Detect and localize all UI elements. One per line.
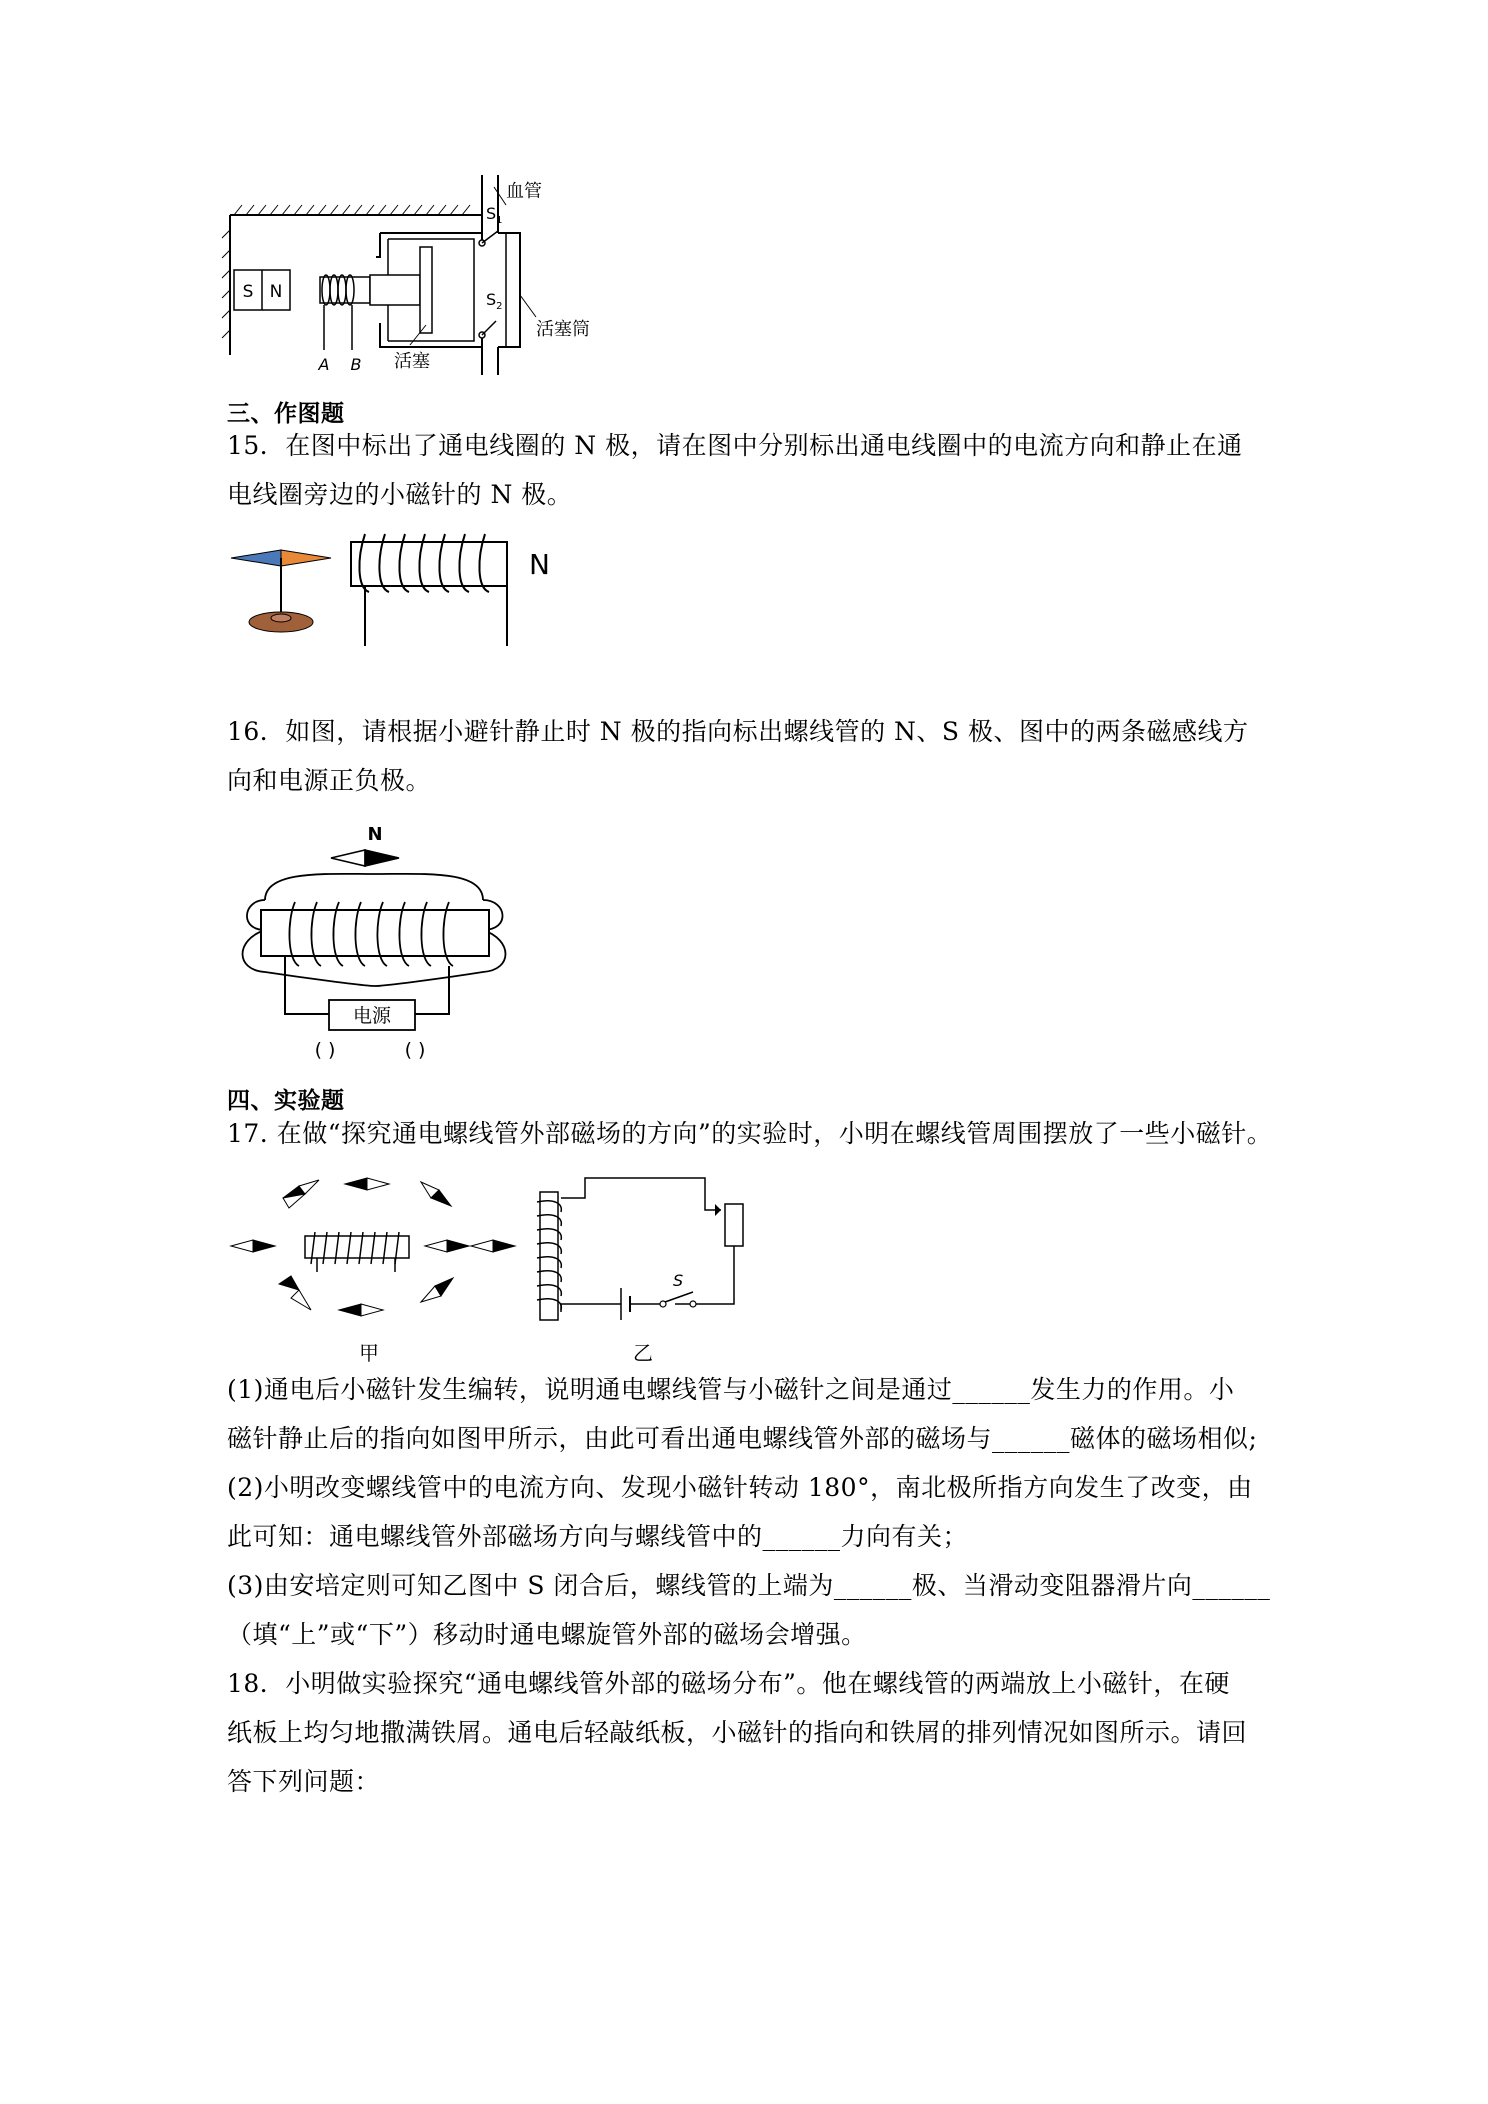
- right-terminal-blank: ( ): [404, 1039, 426, 1061]
- needle-blue-half: [231, 550, 281, 566]
- q17-p1-line2: 磁针静止后的指向如图甲所示，由此可看出通电螺线管外部的磁场与______磁体的磁场相似;: [227, 1424, 1258, 1453]
- q16-text-line2: 向和电源正负极。: [227, 766, 432, 795]
- power-source-label: 电源: [352, 1005, 392, 1027]
- needle-n-label: N: [367, 824, 383, 845]
- q16-solenoid-figure: [225, 820, 525, 1070]
- fig-jia-label: 甲: [359, 1341, 379, 1364]
- q16-text-line1: 16．如图，请根据小避针静止时 N 极的指向标出螺线管的 N、S 极、图中的两条磁感线方: [227, 717, 1249, 746]
- q17-p2-line1: (2)小明改变螺线管中的电流方向、发现小磁针转动 180°，南北极所指方向发生了改变，由: [227, 1473, 1253, 1502]
- q15-coil-figure: [225, 528, 565, 648]
- magnet-n-label: N: [269, 282, 283, 302]
- q17-p2-line2: 此可知：通电螺线管外部磁场方向与螺线管中的______力向有关；: [227, 1522, 969, 1551]
- terminal-b-label: B: [350, 355, 362, 374]
- vessel-label: 血管: [506, 181, 542, 202]
- section-heading-4: 四、实验题: [227, 1088, 345, 1114]
- q18-text-line3: 答下列问题：: [227, 1767, 381, 1796]
- q18-text-line2: 纸板上均匀地撒满铁屑。通电后轻敲纸板，小磁针的指向和铁屑的排列情况如图所示。请回: [227, 1718, 1248, 1747]
- section-heading-3: 三、作图题: [227, 401, 345, 427]
- piston-pump-figure: [220, 175, 620, 375]
- switch-s-label: S: [673, 1271, 684, 1290]
- valve-s2-label: $S_2$: [486, 290, 503, 312]
- q17-text-line1: 17. 在做“探究通电螺线管外部磁场的方向”的实验时，小明在螺线管周围摆放了一些小磁针。: [227, 1119, 1273, 1148]
- q15-text-line2: 电线圈旁边的小磁针的 N 极。: [227, 480, 573, 509]
- piston-label: 活塞: [394, 351, 430, 372]
- fig-yi-label: 乙: [633, 1341, 653, 1364]
- q18-text-line1: 18．小明做实验探究“通电螺线管外部的磁场分布”。他在螺线管的两端放上小磁针，在硬: [227, 1669, 1230, 1698]
- terminal-a-label: A: [318, 355, 330, 374]
- q15-text-line1: 15．在图中标出了通电线圈的 N 极，请在图中分别标出通电线圈中的电流方向和静止在通: [227, 431, 1243, 460]
- magnet-s-label: S: [242, 282, 254, 302]
- coil-n-label: N: [529, 548, 550, 581]
- q17-figures: [225, 1164, 765, 1364]
- needle-orange-half: [281, 550, 331, 566]
- valve-s1-label: $S_1$: [486, 204, 503, 226]
- piston-tube-label: 活塞筒: [536, 319, 590, 340]
- left-terminal-blank: ( ): [314, 1039, 336, 1061]
- q17-p3-line2: （填“上”或“下”）移动时通电螺旋管外部的磁场会增强。: [227, 1620, 867, 1649]
- q17-p1-line1: (1)通电后小磁针发生编转，说明通电螺线管与小磁针之间是通过______发生力的作用。小: [227, 1375, 1235, 1404]
- q17-p3-line1: (3)由安培定则可知乙图中 S 闭合后，螺线管的上端为______极、当滑动变阻器滑片向______: [227, 1571, 1271, 1600]
